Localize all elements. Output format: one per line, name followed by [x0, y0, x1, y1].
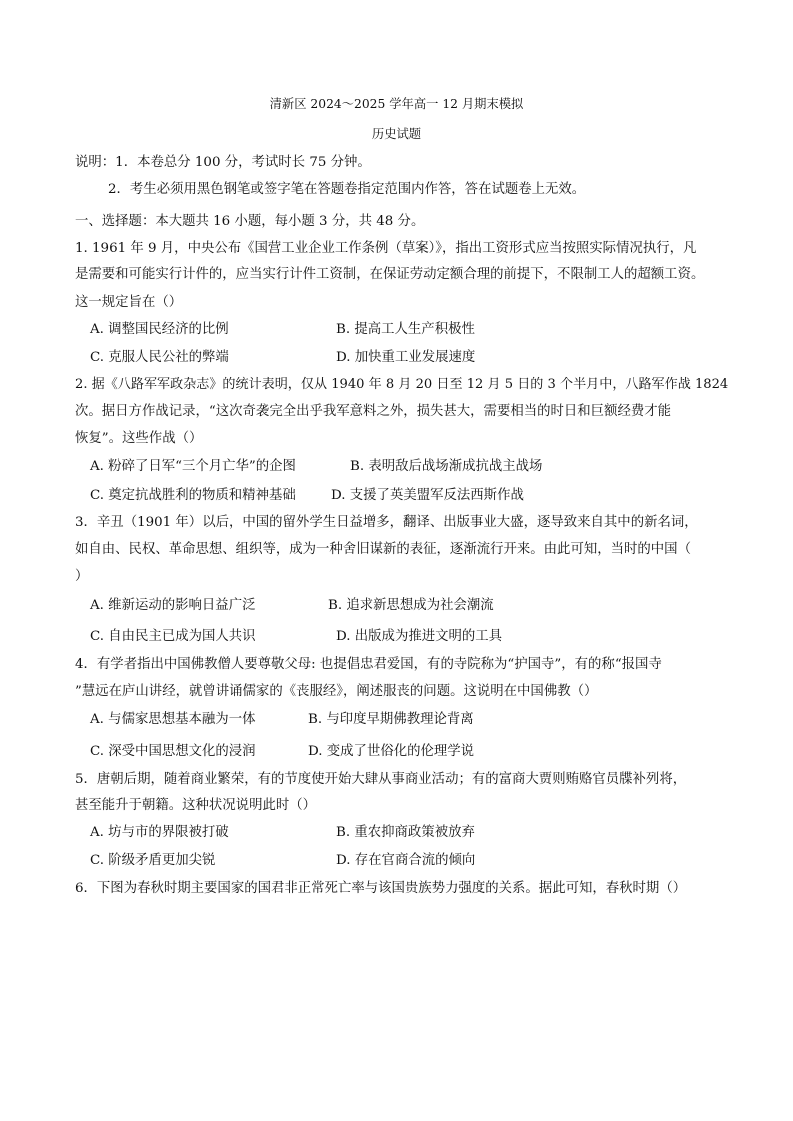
exam-subtitle: 历史试题: [371, 127, 422, 141]
question-1-line-3: 这一规定旨在（）: [75, 295, 183, 310]
question-6-line-1: 6．下图为春秋时期主要国家的国君非正常死亡率与该国贵族势力强度的关系。据此可知，春秋时期（）: [75, 881, 687, 896]
question-5-line-1: 5．唐朝后期，随着商业繁荣，有的节度使开始大肆从事商业活动；有的富商大贾则贿赂官员牒补列将，: [75, 772, 687, 787]
question-2-line-2: 次。据日方作战记录，“这次奇袭完全出乎我军意料之外，损失甚大，需要相当的时日和巨额经费才能: [75, 404, 672, 419]
question-1-line-1: 1. 1961 年 9 月，中央公布《国营工业企业工作条例（草案）》，指出工资形式应当按照实际情况执行，凡: [75, 241, 697, 256]
exam-title: 清新区 2024～2025 学年高一 12 月期末模拟: [269, 97, 524, 111]
section-heading: 一、选择题：本大题共 16 小题，每小题 3 分，共 48 分。: [75, 214, 425, 229]
question-4-option-c: C. 深受中国思想文化的浸润: [90, 744, 256, 759]
instruction-line-2: 2．考生必须用黑色钢笔或签字笔在答题卷指定范围内作答，答在试题卷上无效。: [108, 182, 586, 197]
question-2-line-1: 2. 据《八路军军政杂志》的统计表明，仅从 1940 年 8 月 20 日至 12 月 5 日的 3 个半月中，八路军作战 1824: [75, 377, 729, 392]
question-5-option-b: B. 重农抑商政策被放弃: [336, 825, 475, 840]
question-1-option-d: D. 加快重工业发展速度: [336, 350, 476, 365]
question-4-line-2: ”慧远在庐山讲经，就曾讲诵儒家的《丧服经》，阐述服丧的问题。这说明在中国佛教（）: [75, 684, 598, 699]
question-2-option-b: B. 表明敌后战场渐成抗战主战场: [350, 459, 543, 474]
question-3-line-2: 如自由、民权、革命思想、组织等，成为一种舍旧谋新的表征，逐渐流行开来。由此可知，当时的中国（: [75, 542, 691, 557]
question-1-option-c: C. 克服人民公社的弊端: [90, 350, 229, 365]
question-2-line-3: 恢复”。这些作战（）: [75, 431, 203, 446]
question-5-option-a: A. 坊与市的界限被打破: [90, 825, 229, 840]
question-4-line-1: 4．有学者指出中国佛教僧人要尊敬父母: 也提倡忠君爱国，有的寺院称为“护国寺”，有的称“报国寺: [75, 657, 662, 672]
question-2-option-c: C. 奠定抗战胜利的物质和精神基础: [90, 488, 296, 503]
question-3-option-d: D. 出版成为推进文明的工具: [336, 629, 503, 644]
question-3-option-a: A. 维新运动的影响日益广泛: [90, 598, 256, 613]
question-1-option-b: B. 提高工人生产积极性: [336, 322, 475, 337]
question-3-line-3: ）: [75, 569, 89, 584]
question-3-option-c: C. 自由民主已成为国人共识: [90, 629, 256, 644]
question-2-option-a: A. 粉碎了日军“三个月亡华”的企图: [90, 459, 296, 474]
question-1-option-a: A. 调整国民经济的比例: [90, 322, 229, 337]
question-3-option-b: B. 追求新思想成为社会潮流: [328, 598, 494, 613]
question-5-option-c: C. 阶级矛盾更加尖锐: [90, 853, 216, 868]
question-4-option-d: D. 变成了世俗化的伦理学说: [308, 744, 475, 759]
instruction-line-1: 说明：1．本卷总分 100 分，考试时长 75 分钟。: [75, 155, 371, 170]
question-5-line-2: 甚至能升于朝籍。这种状况说明此时（）: [75, 798, 317, 813]
question-1-line-2: 是需要和可能实行计件的，应当实行计件工资制，在保证劳动定额合理的前提下，不限制工人的超额工资。: [75, 267, 705, 282]
question-4-option-a: A. 与儒家思想基本融为一体: [90, 712, 256, 727]
question-4-option-b: B. 与印度早期佛教理论背离: [308, 712, 474, 727]
question-3-line-1: 3．辛丑（1901 年）以后，中国的留外学生日益增多，翻译、出版事业大盛，逐导致来自其中的新名词，: [75, 515, 698, 530]
question-2-option-d: D. 支援了英美盟军反法西斯作战: [331, 488, 524, 503]
question-5-option-d: D. 存在官商合流的倾向: [336, 853, 476, 868]
